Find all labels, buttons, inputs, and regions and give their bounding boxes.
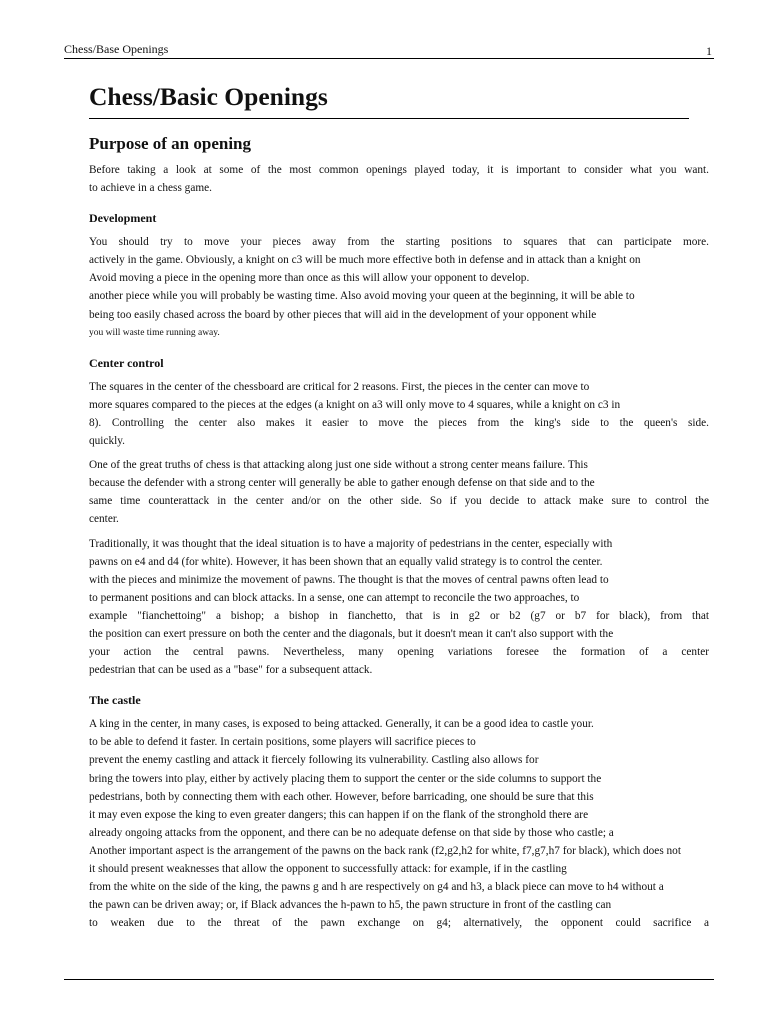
text-line: pedestrian that can be used as a "base" for a subsequent attack. [89, 664, 373, 677]
running-header-title: Chess/Base Openings [64, 42, 169, 56]
text-line: to weaken due to the threat of the pawn exchange on g4; alternatively, the opponent could sacrifice a [89, 917, 709, 930]
text-line: because the defender with a strong center will generally be able to gather enough defense on that side and to the [89, 477, 595, 490]
text-line: The squares in the center of the chessboard are critical for 2 reasons. First, the pieces in the center can move to [89, 380, 590, 393]
text-line: actively in the game. Obviously, a knight on c3 will be much more effective both in defense and in attack than a knight on [89, 254, 641, 267]
text-line: your action the central pawns. Nevertheless, many opening variations foresee the formation of a center [89, 646, 709, 659]
text-line: prevent the enemy castling and attack it fiercely following its vulnerability. Castling also allows for [89, 754, 539, 767]
text-line: it should present weaknesses that allow the opponent to successfully attack: for example, if in the castling [89, 863, 567, 875]
text-line: with the pieces and minimize the movement of pawns. The thought is that the moves of central pawns often lead to [89, 573, 609, 586]
subheading-castle: The castle [89, 693, 141, 708]
text-line: Traditionally, it was thought that the ideal situation is to have a majority of pedestrians in the center, especially with [89, 537, 613, 550]
text-line: to be able to defend it faster. In certain positions, some players will sacrifice pieces to [89, 736, 476, 749]
text-line: center. [89, 513, 119, 526]
text-line: pawns on e4 and d4 (for white). However, it has been shown that an equally valid strategy is to control the center. [89, 555, 603, 568]
text-line: same time counterattack in the center and/or on the other side. So if you decide to attack make sure to control the [89, 495, 709, 508]
intro-paragraph [89, 161, 709, 197]
text-line: bring the towers into play, either by actively placing them to support the center or the side columns to support the [89, 772, 602, 785]
text-line: example "fianchettoing" a bishop; a bishop in fianchetto, that is in g2 or b2 (g7 or b7 for black), from that [89, 609, 709, 622]
text-line: another piece while you will probably be wasting time. Also avoid moving your queen at the beginning, it will be able to [89, 290, 635, 303]
center-control-paragraph-1 [89, 378, 709, 450]
subheading-development: Development [89, 211, 157, 226]
footer-rule [64, 979, 714, 980]
page-title: Chess/Basic Openings [89, 82, 328, 111]
text-line: Avoid moving a piece in the opening more than once as this will allow your opponent to develop. [89, 272, 530, 285]
text-line: A king in the center, in many cases, is exposed to being attacked. Generally, it can be a good idea to castle your. [89, 718, 594, 731]
subheading-center-control: Center control [89, 355, 164, 370]
text-line: from the white on the side of the king, the pawns g and h are respectively on g4 and h3, a black piece can move to h4 without a [89, 881, 664, 894]
center-control-paragraph-2 [89, 456, 709, 528]
text-line: quickly. [89, 435, 125, 448]
text-line: One of the great truths of chess is that attacking along just one side without a strong center means failure. This [89, 459, 588, 472]
text-line: the pawn can be driven away; or, if Black advances the h-pawn to h5, the pawn structure in front of the castling can [89, 899, 612, 912]
text-line: more squares compared to the pieces at the edges (a knight on a3 will only move to 4 squares, while a knight on c3 in [89, 398, 621, 411]
text-line: Another important aspect is the arrangement of the pawns on the back rank (f2,g2,h2 for white, f7,g7,h7 for black), which does not [89, 844, 681, 857]
text-line: pedestrians, both by connecting them with each other. However, before barricading, one should be sure that this [89, 790, 594, 803]
castle-paragraph [89, 715, 709, 932]
page-number: 1 [706, 44, 712, 58]
text-line: being too easily chased across the board by other pieces that will aid in the development of your opponent while [89, 308, 597, 321]
page-content [89, 80, 709, 938]
development-paragraph [89, 233, 709, 342]
text-line: 8). Controlling the center also makes it easier to move the pieces from the king's side to the queen's side. [89, 416, 709, 429]
text-line: You should try to move your pieces away from the starting positions to squares that can participate more. [89, 236, 709, 249]
text-line: to achieve in a chess game. [89, 182, 212, 195]
center-control-paragraph-3 [89, 535, 709, 680]
text-line: it may even expose the king to even greater dangers; this can happen if on the flank of the stronghold there are [89, 808, 589, 821]
title-rule [89, 118, 689, 119]
text-line: already ongoing attacks from the opponent, and there can be no adequate defense on that side by those who castle; a [89, 826, 614, 839]
header-rule [64, 58, 714, 59]
section-title-purpose: Purpose of an opening [89, 134, 251, 153]
text-line: you will waste time running away. [89, 327, 220, 338]
text-line: to permanent positions and can block attacks. In a sense, one can attempt to reconcile the two approaches, to [89, 591, 580, 604]
text-line: Before taking a look at some of the most common openings played today, it is important to consider what you want. [89, 164, 709, 176]
text-line: the position can exert pressure on both the center and the diagonals, but it doesn't mean it can't also support with the [89, 627, 614, 640]
